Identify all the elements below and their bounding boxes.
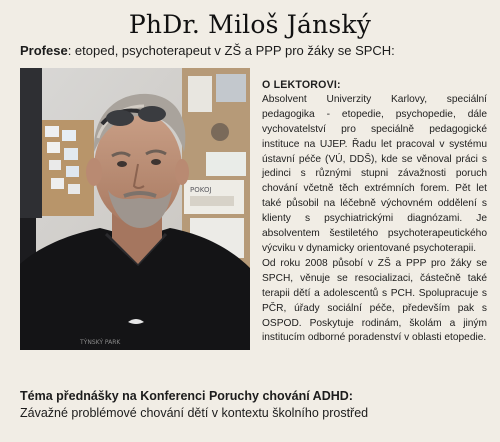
bio-section: [262, 78, 487, 346]
bio-paragraph-1: Absolvent Univerzity Karlovy, speciální pedagogika - etopedie, psychopedie, dále vychovatelství pro speciálně pedagogické instituce na UJEP. Řadu let pracoval v systému ústavní péče (VÚ, DDŠ), kde se věnoval práci s jedinci s různými stupni závažnosti poruch chování včetně těch extrémních forem. Pět let také působil na léčebně výchovném oddělení s klienty s psychiatrickými diagnózami. Je absolventem šestiletého psychoterapeutického výcviku v dynamicky orientované psychoterapii.: [262, 93, 487, 254]
bio-paragraph-2: Od roku 2008 působí v ZŠ a PPP pro žáky se SPCH, věnuje se resocializaci, částečně také terapii dětí a adolescentů s PCH. Spolupracuje s PČR, úřady sociální péče, především pak s OSPOD. Poskytuje rodinám, školám a jiným institucím odborné poradenství v oblasti etopedie.: [262, 257, 487, 344]
lecture-topic-label: Téma přednášky na Konferenci Poruchy chování ADHD:: [20, 389, 353, 403]
board-label-text: POKOJ: [190, 186, 212, 194]
lecture-topic-value: Závažné problémové chování dětí v kontextu školního prostřed: [20, 406, 369, 420]
bio-heading: O LEKTOROVI:: [262, 79, 341, 91]
photo-logo-text: TÝNSKÝ PARK: [80, 339, 121, 346]
portrait-illustration: [20, 68, 250, 350]
profession-label: Profese: [20, 43, 68, 58]
profession-value: : etoped, psychoterapeut v ZŠ a PPP pro žáky se SPCH:: [67, 43, 395, 58]
speaker-photo: [20, 68, 250, 350]
speaker-name: PhDr. Miloš Jánský: [128, 10, 372, 39]
profession-line: [20, 43, 395, 58]
